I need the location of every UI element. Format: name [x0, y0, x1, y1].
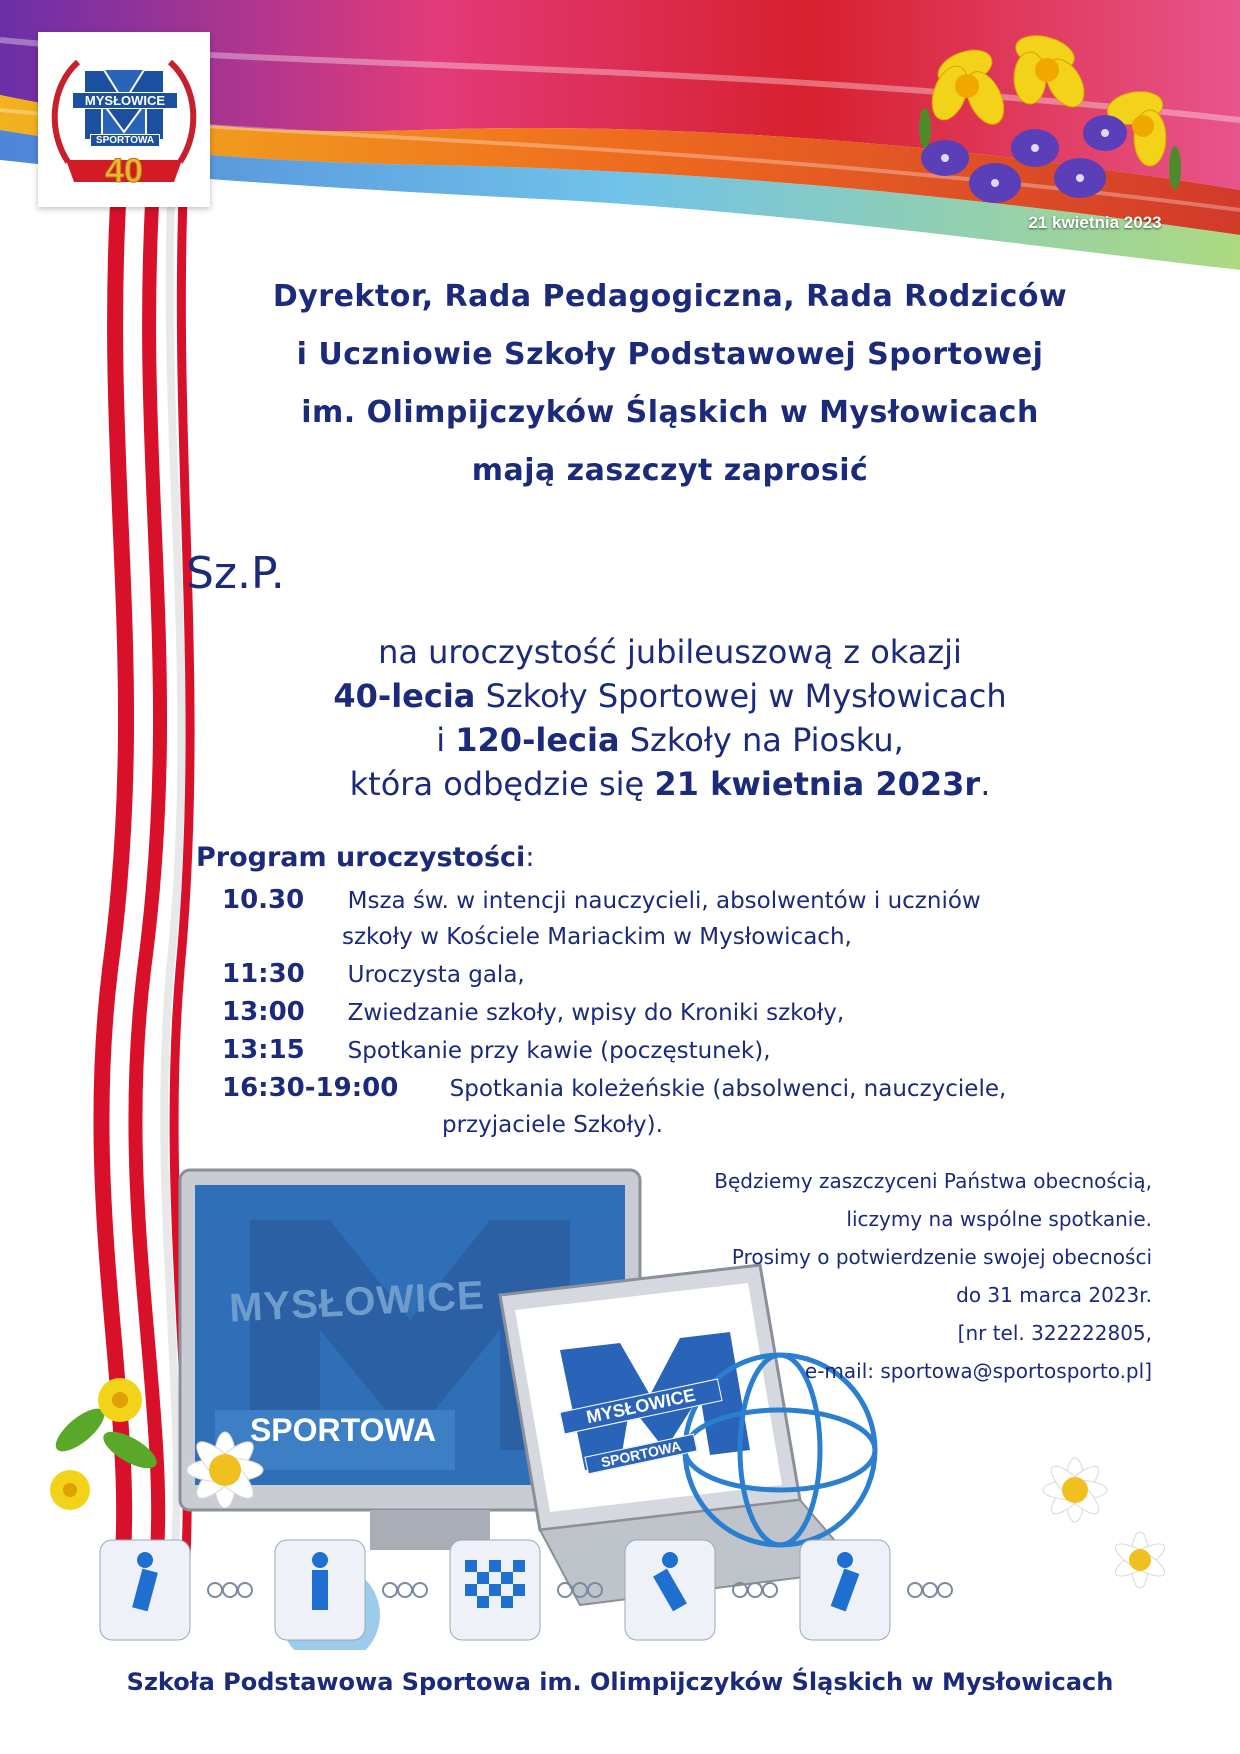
banner-date: 21 kwietnia 2023	[1028, 213, 1162, 232]
header-line: Dyrektor, Rada Pedagogiczna, Rada Rodziców	[272, 279, 1068, 314]
program-item	[222, 1035, 771, 1065]
program-desc: Uroczysta gala,	[347, 962, 525, 988]
program-item-cont	[342, 922, 852, 950]
logo-name: MYSŁOWICE	[72, 92, 178, 109]
rsvp-block	[632, 1162, 1152, 1390]
program-title	[196, 842, 534, 873]
program-desc: Msza św. w intencji nauczycieli, absolwentów i uczniów	[347, 888, 981, 914]
program-title-colon: :	[525, 842, 535, 873]
program-time: 11:30	[222, 959, 305, 989]
program-item-cont	[442, 1110, 663, 1138]
program-desc: Spotkania koleżeńskie (absolwenci, nauczyciele,	[449, 1076, 1007, 1102]
invitation-line	[200, 674, 1140, 718]
invitation-line	[200, 762, 1140, 806]
rsvp-contact: e-mail: sportowa@sportosporto.pl]	[804, 1359, 1152, 1383]
program-time: 13:00	[222, 997, 305, 1027]
monitor-sportowa-text: SPORTOWA	[249, 1412, 437, 1448]
sport-pictograms	[100, 1540, 952, 1640]
program-item	[222, 997, 844, 1027]
school-logo	[38, 32, 210, 207]
program-desc: szkoły w Kościele Mariackim w Mysłowicach,	[342, 924, 852, 950]
inviters-header	[200, 268, 1140, 500]
daffodil-violet-bouquet	[905, 8, 1195, 218]
invitation-fragment: Szkoły Sportowej w Mysłowicach	[475, 677, 1007, 715]
logo-subtitle: SPORTOWA	[90, 134, 160, 147]
logo-number: 40	[105, 152, 143, 190]
flowers-right	[1043, 1458, 1169, 1588]
rsvp-line: Będziemy zaszczyceni Państwa obecnością,	[714, 1169, 1152, 1193]
program-desc: Spotkanie przy kawie (poczęstunek),	[347, 1038, 771, 1064]
invitation-line	[200, 718, 1140, 762]
rsvp-line: liczymy na wspólne spotkanie.	[846, 1207, 1152, 1231]
rsvp-line: [nr tel. 322222805,	[957, 1321, 1152, 1345]
program-time: 16:30-19:00	[222, 1073, 399, 1103]
footer-school-name: Szkoła Podstawowa Sportowa im. Olimpijczyków Śląskich w Mysłowicach	[126, 1668, 1114, 1696]
program-desc: Zwiedzanie szkoły, wpisy do Kroniki szkoły,	[347, 1000, 845, 1026]
invitation-fragment: Szkoły na Piosku,	[619, 721, 904, 759]
laptop-logo-text: MYSŁOWICE	[559, 1378, 722, 1434]
program-item	[222, 1073, 1006, 1103]
rsvp-line: do 31 marca 2023r.	[956, 1283, 1152, 1307]
laptop-sportowa-text: SPORTOWA	[584, 1434, 697, 1475]
header-line: mają zaszczyt zaprosić	[471, 453, 869, 488]
event-date: 21 kwietnia 2023r	[654, 765, 981, 803]
monitor-logo-text: MYSŁOWICE	[228, 1273, 486, 1331]
program-title-text: Program uroczystości	[196, 842, 526, 873]
invitation-fragment: która odbędzie się	[349, 765, 655, 803]
header-line: im. Olimpijczyków Śląskich w Mysłowicach	[301, 395, 1039, 430]
program-time: 10.30	[222, 885, 305, 915]
invitation-line: na uroczystość jubileuszową z okazji	[378, 633, 962, 671]
header-line: i Uczniowie Szkoły Podstawowej Sportowej	[296, 337, 1044, 372]
rsvp-line: Prosimy o potwierdzenie swojej obecności	[731, 1245, 1152, 1269]
anniversary-120: 120-lecia	[455, 721, 620, 759]
program-item	[222, 885, 981, 915]
anniversary-40: 40-lecia	[333, 677, 476, 715]
invitation-text	[200, 630, 1140, 806]
invitation-fragment: i	[436, 721, 456, 759]
program-time: 13:15	[222, 1035, 305, 1065]
salutation: Sz.P.	[186, 548, 285, 599]
program-item	[222, 959, 525, 989]
program-desc: przyjaciele Szkoły).	[442, 1112, 663, 1138]
invitation-fragment: .	[980, 765, 991, 803]
